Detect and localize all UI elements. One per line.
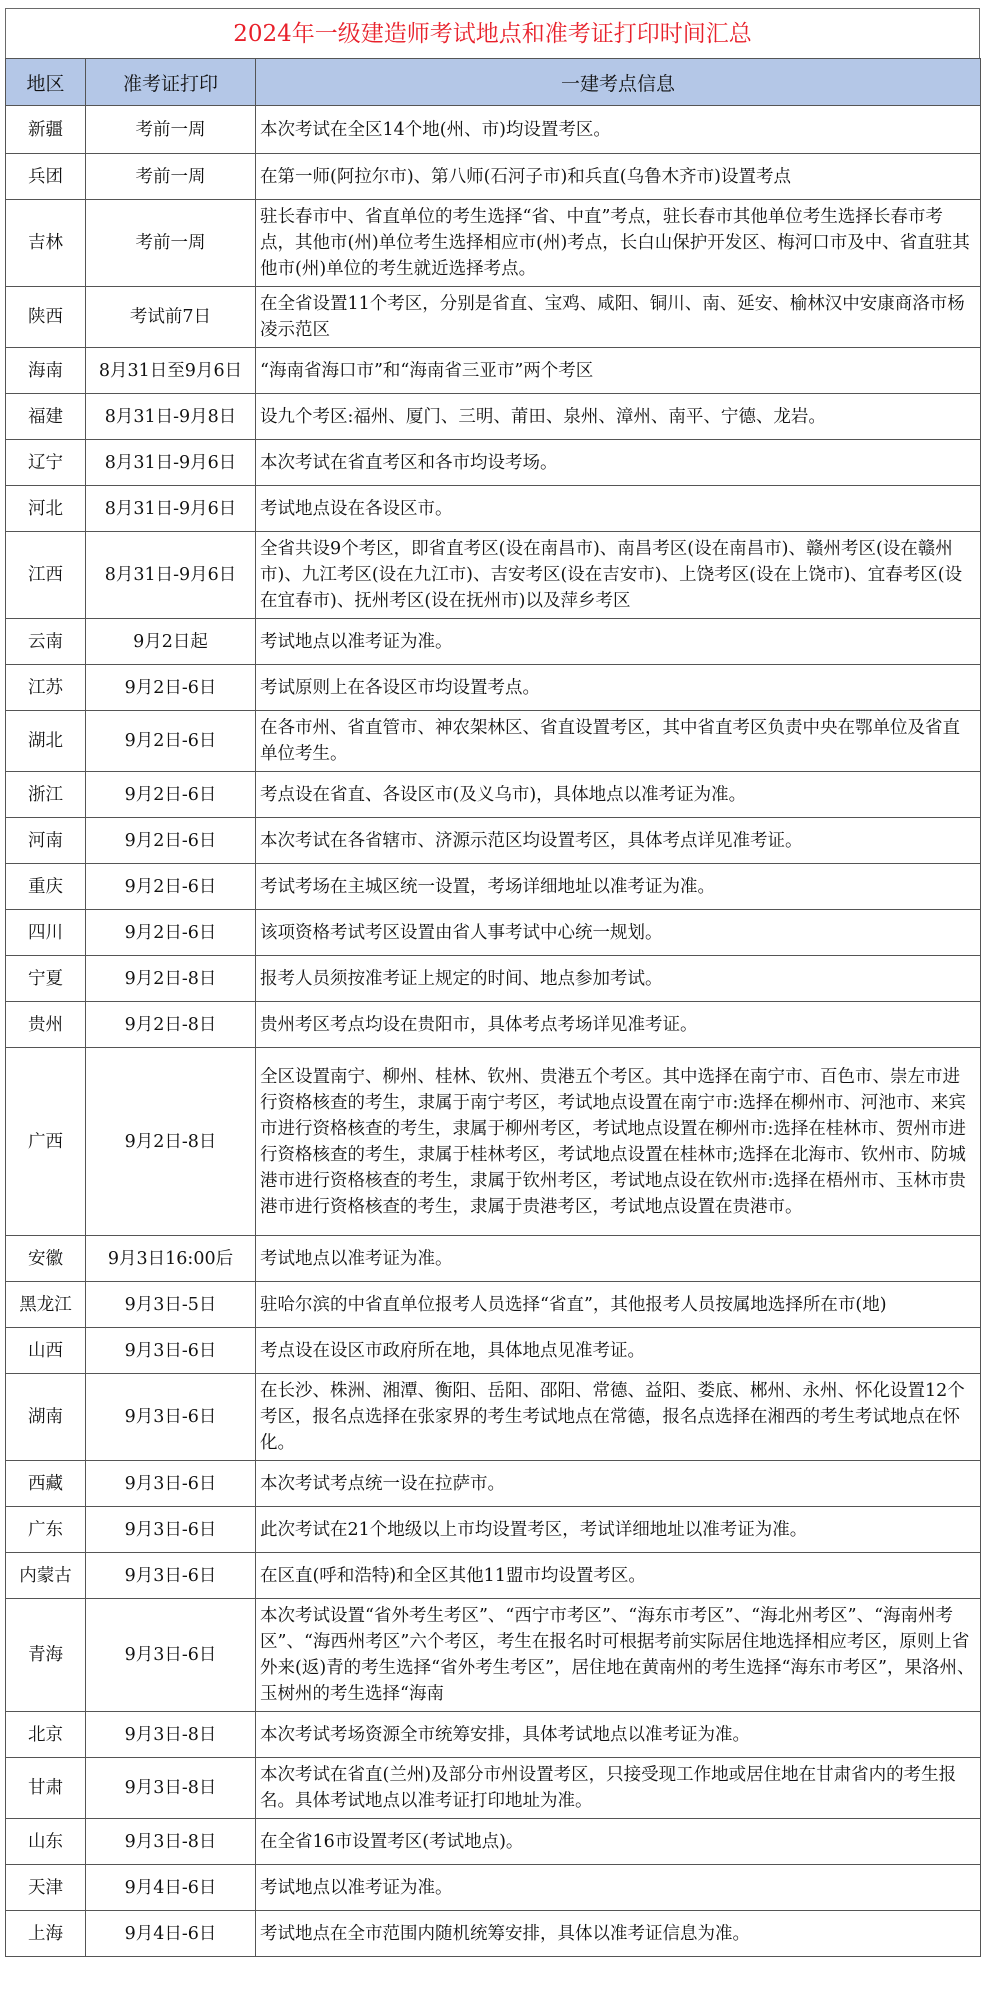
exam-info-cell: 考试地点在全市范围内随机统筹安排，具体以准考证信息为准。 — [256, 1911, 981, 1957]
table-row — [6, 1236, 981, 1282]
print-time-cell: 9月2日-8日 — [86, 1048, 256, 1236]
print-time-cell: 考前一周 — [86, 154, 256, 200]
header-print-time: 准考证打印 — [86, 59, 256, 106]
table-row — [6, 1712, 981, 1758]
print-time-cell: 9月2日-8日 — [86, 1002, 256, 1048]
exam-info-cell: 本次考试在各省辖市、济源示范区均设置考区，具体考点详见准考证。 — [256, 818, 981, 864]
print-time-cell: 8月31日-9月6日 — [86, 440, 256, 486]
table-row — [6, 1599, 981, 1712]
exam-info-cell: 本次考试设置“省外考生考区”、“西宁市考区”、“海东市考区”、“海北州考区”、“海南州考区”、“海西州考区”六个考区，考生在报名时可根据考前实际居住地选择相应考区，原则上省外来(返)青的考生选择“省外考生考区”，居住地在黄南州的考生选择“海东市考区”，果洛州、玉树州的考生选择“海南 — [256, 1599, 981, 1712]
print-time-cell: 9月2日-6日 — [86, 864, 256, 910]
region-cell: 福建 — [6, 394, 86, 440]
table-row — [6, 486, 981, 532]
print-time-cell: 9月2日起 — [86, 619, 256, 665]
print-time-cell: 9月2日-8日 — [86, 956, 256, 1002]
header-exam-info: 一建考点信息 — [256, 59, 981, 106]
exam-info-cell: 在全省设置11个考区，分别是省直、宝鸡、咸阳、铜川、南、延安、榆林汉中安康商洛市杨凌示范区 — [256, 287, 981, 348]
print-time-cell: 9月2日-6日 — [86, 818, 256, 864]
exam-info-cell: 在第一师(阿拉尔市)、第八师(石河子市)和兵直(乌鲁木齐市)设置考点 — [256, 154, 981, 200]
print-time-cell: 9月4日-6日 — [86, 1865, 256, 1911]
exam-info-cell: 全区设置南宁、柳州、桂林、钦州、贵港五个考区。其中选择在南宁市、百色市、崇左市进行资格核查的考生，隶属于南宁考区，考试地点设置在南宁市:选择在柳州市、河池市、来宾市进行资格核查的考生，隶属于柳州考区，考试地点设置在柳州市:选择在桂林市、贺州市进行资格核查的考生，隶属于桂林考区，考试地点设置在桂林市;选择在北海市、钦州市、防城港市进行资格核查的考生，隶属于钦州考区，考试地点设在钦州市:选择在梧州市、玉林市贵港市进行资格核查的考生，隶属于贵港考区，考试地点设置在贵港市。 — [256, 1048, 981, 1236]
exam-info-cell: 考试原则上在各设区市均设置考点。 — [256, 665, 981, 711]
print-time-cell: 9月3日-6日 — [86, 1599, 256, 1712]
region-cell: 山西 — [6, 1328, 86, 1374]
table-row — [6, 1553, 981, 1599]
table-row — [6, 1911, 981, 1957]
table-row — [6, 106, 981, 154]
table-row — [6, 1758, 981, 1819]
exam-info-cell: 报考人员须按准考证上规定的时间、地点参加考试。 — [256, 956, 981, 1002]
exam-info-cell: 在全省16市设置考区(考试地点)。 — [256, 1819, 981, 1865]
region-cell: 天津 — [6, 1865, 86, 1911]
table-row — [6, 956, 981, 1002]
region-cell: 新疆 — [6, 106, 86, 154]
exam-info-cell: 考点设在省直、各设区市(及义乌市)，具体地点以准考证为准。 — [256, 772, 981, 818]
print-time-cell: 9月3日-6日 — [86, 1374, 256, 1461]
region-cell: 吉林 — [6, 200, 86, 287]
table-row — [6, 348, 981, 394]
region-cell: 广西 — [6, 1048, 86, 1236]
region-cell: 内蒙古 — [6, 1553, 86, 1599]
exam-info-cell: 驻长春市中、省直单位的考生选择“省、中直”考点，驻长春市其他单位考生选择长春市考点，其他市(州)单位考生选择相应市(州)考点，长白山保护开发区、梅河口市及中、省直驻其他市(州)单位的考生就近选择考点。 — [256, 200, 981, 287]
region-cell: 陕西 — [6, 287, 86, 348]
table-row — [6, 1865, 981, 1911]
region-cell: 宁夏 — [6, 956, 86, 1002]
table-row — [6, 910, 981, 956]
table-row — [6, 532, 981, 619]
region-cell: 重庆 — [6, 864, 86, 910]
table-row — [6, 287, 981, 348]
exam-info-cell: 本次考试在省直考区和各市均设考场。 — [256, 440, 981, 486]
print-time-cell: 9月3日-6日 — [86, 1553, 256, 1599]
exam-info-cell: 考试地点以准考证为准。 — [256, 619, 981, 665]
region-cell: 浙江 — [6, 772, 86, 818]
region-cell: 甘肃 — [6, 1758, 86, 1819]
exam-info-cell: “海南省海口市”和“海南省三亚市”两个考区 — [256, 348, 981, 394]
table-row — [6, 440, 981, 486]
print-time-cell: 8月31日-9月6日 — [86, 486, 256, 532]
region-cell: 辽宁 — [6, 440, 86, 486]
exam-info-cell: 考试地点设在各设区市。 — [256, 486, 981, 532]
table-row — [6, 1328, 981, 1374]
table-row — [6, 1461, 981, 1507]
table-row — [6, 818, 981, 864]
exam-info-cell: 设九个考区:福州、厦门、三明、莆田、泉州、漳州、南平、宁德、龙岩。 — [256, 394, 981, 440]
region-cell: 西藏 — [6, 1461, 86, 1507]
region-cell: 贵州 — [6, 1002, 86, 1048]
table-row — [6, 619, 981, 665]
exam-info-cell: 在各市州、省直管市、神农架林区、省直设置考区，其中省直考区负责中央在鄂单位及省直单位考生。 — [256, 711, 981, 772]
exam-info-cell: 在区直(呼和浩特)和全区其他11盟市均设置考区。 — [256, 1553, 981, 1599]
table-row — [6, 1282, 981, 1328]
print-time-cell: 9月2日-6日 — [86, 772, 256, 818]
region-cell: 上海 — [6, 1911, 86, 1957]
region-cell: 黑龙江 — [6, 1282, 86, 1328]
region-cell: 河南 — [6, 818, 86, 864]
exam-info-cell: 考试地点以准考证为准。 — [256, 1236, 981, 1282]
region-cell: 海南 — [6, 348, 86, 394]
print-time-cell: 9月3日-6日 — [86, 1328, 256, 1374]
print-time-cell: 考前一周 — [86, 106, 256, 154]
page-title: 2024年一级建造师考试地点和准考证打印时间汇总 — [5, 8, 980, 58]
table-row — [6, 864, 981, 910]
exam-info-cell: 考试考场在主城区统一设置，考场详细地址以准考证为准。 — [256, 864, 981, 910]
table-row — [6, 711, 981, 772]
region-cell: 云南 — [6, 619, 86, 665]
table-row — [6, 200, 981, 287]
exam-info-cell: 考试地点以准考证为准。 — [256, 1865, 981, 1911]
print-time-cell: 9月3日-6日 — [86, 1461, 256, 1507]
region-cell: 湖南 — [6, 1374, 86, 1461]
region-cell: 兵团 — [6, 154, 86, 200]
print-time-cell: 考前一周 — [86, 200, 256, 287]
table-row — [6, 1048, 981, 1236]
region-cell: 江西 — [6, 532, 86, 619]
exam-info-cell: 本次考试在全区14个地(州、市)均设置考区。 — [256, 106, 981, 154]
table-row — [6, 1819, 981, 1865]
exam-info-cell: 该项资格考试考区设置由省人事考试中心统一规划。 — [256, 910, 981, 956]
print-time-cell: 9月2日-6日 — [86, 711, 256, 772]
exam-info-cell: 本次考试在省直(兰州)及部分市州设置考区，只接受现工作地或居住地在甘肃省内的考生报名。具体考试地点以准考证打印地址为准。 — [256, 1758, 981, 1819]
exam-info-table — [5, 58, 981, 1957]
region-cell: 山东 — [6, 1819, 86, 1865]
print-time-cell: 8月31日-9月8日 — [86, 394, 256, 440]
region-cell: 安徽 — [6, 1236, 86, 1282]
exam-info-cell: 全省共设9个考区，即省直考区(设在南昌市)、南昌考区(设在南昌市)、赣州考区(设在赣州市)、九江考区(设在九江市)、吉安考区(设在吉安市)、上饶考区(设在上饶市)、宜春考区(设在宜春市)、抚州考区(设在抚州市)以及萍乡考区 — [256, 532, 981, 619]
print-time-cell: 考试前7日 — [86, 287, 256, 348]
print-time-cell: 8月31日至9月6日 — [86, 348, 256, 394]
table-row — [6, 154, 981, 200]
table-row — [6, 1374, 981, 1461]
print-time-cell: 9月2日-6日 — [86, 910, 256, 956]
print-time-cell: 9月3日16:00后 — [86, 1236, 256, 1282]
exam-info-cell: 本次考试考点统一设在拉萨市。 — [256, 1461, 981, 1507]
table-row — [6, 394, 981, 440]
exam-info-cell: 贵州考区考点均设在贵阳市，具体考点考场详见准考证。 — [256, 1002, 981, 1048]
table-body — [6, 106, 981, 1957]
exam-info-cell: 在长沙、株洲、湘潭、衡阳、岳阳、邵阳、常德、益阳、娄底、郴州、永州、怀化设置12个考区，报名点选择在张家界的考生考试地点在常德，报名点选择在湘西的考生考试地点在怀化。 — [256, 1374, 981, 1461]
print-time-cell: 9月3日-5日 — [86, 1282, 256, 1328]
print-time-cell: 9月3日-6日 — [86, 1507, 256, 1553]
exam-info-cell: 此次考试在21个地级以上市均设置考区，考试详细地址以准考证为准。 — [256, 1507, 981, 1553]
exam-info-cell: 驻哈尔滨的中省直单位报考人员选择“省直”，其他报考人员按属地选择所在市(地) — [256, 1282, 981, 1328]
region-cell: 四川 — [6, 910, 86, 956]
region-cell: 青海 — [6, 1599, 86, 1712]
region-cell: 河北 — [6, 486, 86, 532]
table-row — [6, 665, 981, 711]
print-time-cell: 9月4日-6日 — [86, 1911, 256, 1957]
region-cell: 广东 — [6, 1507, 86, 1553]
print-time-cell: 8月31日-9月6日 — [86, 532, 256, 619]
exam-info-cell: 考点设在设区市政府所在地，具体地点见准考证。 — [256, 1328, 981, 1374]
print-time-cell: 9月3日-8日 — [86, 1712, 256, 1758]
print-time-cell: 9月3日-8日 — [86, 1758, 256, 1819]
exam-info-cell: 本次考试考场资源全市统筹安排，具体考试地点以准考证为准。 — [256, 1712, 981, 1758]
print-time-cell: 9月3日-8日 — [86, 1819, 256, 1865]
table-row — [6, 1507, 981, 1553]
print-time-cell: 9月2日-6日 — [86, 665, 256, 711]
table-row — [6, 772, 981, 818]
header-region: 地区 — [6, 59, 86, 106]
table-header-row — [6, 59, 981, 106]
region-cell: 湖北 — [6, 711, 86, 772]
table-row — [6, 1002, 981, 1048]
region-cell: 江苏 — [6, 665, 86, 711]
region-cell: 北京 — [6, 1712, 86, 1758]
